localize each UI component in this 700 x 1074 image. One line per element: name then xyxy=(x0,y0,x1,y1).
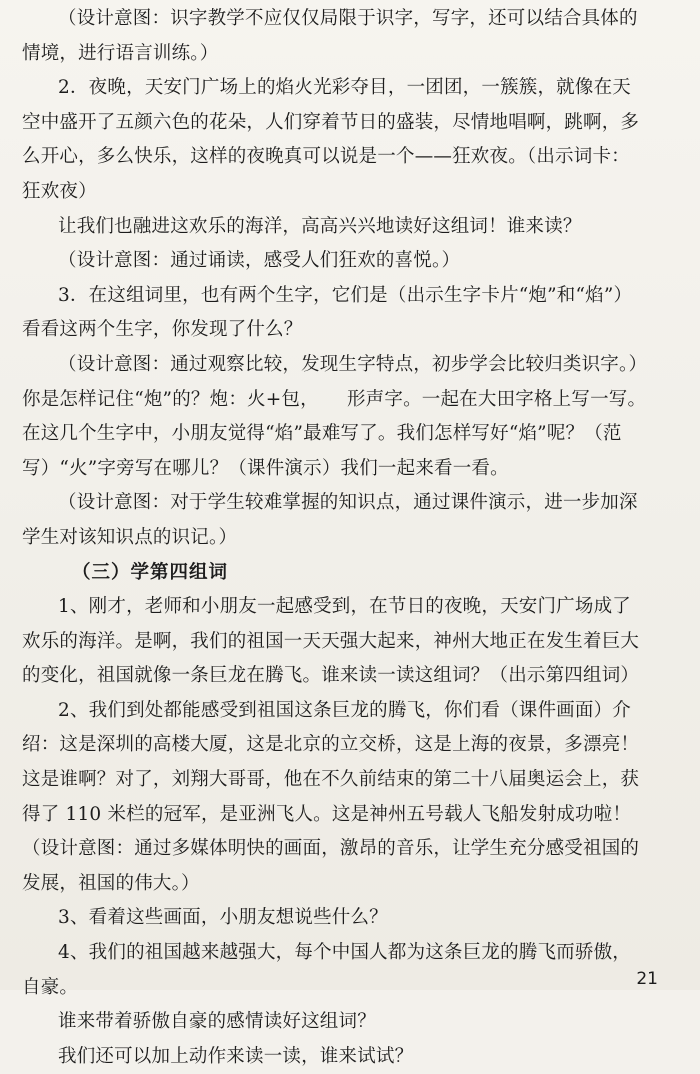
page-number: 21 xyxy=(636,969,658,989)
text-line: 4、我们的祖国越来越强大，每个中国人都为这条巨龙的腾飞而骄傲， xyxy=(58,942,631,964)
text-line: 绍：这是深圳的高楼大厦，这是北京的立交桥，这是上海的夜景，多漂亮！ xyxy=(22,734,640,756)
text-line: （设计意图：通过诵读，感受人们狂欢的喜悦。） xyxy=(58,250,461,272)
text-line: 你是怎样记住“炮”的？炮：火+包， 形声字。一起在大田字格上写一写。 xyxy=(22,388,647,410)
section-heading: （三）学第四组词 xyxy=(72,561,229,583)
text-line: 么开心，多么快乐，这样的夜晚真可以说是一个——狂欢夜。（出示词卡： xyxy=(22,146,630,168)
text-line: 3、看着这些画面，小朋友想说些什么？ xyxy=(58,907,388,929)
text-line: 在这几个生字中，小朋友觉得“焰”最难写了。我们怎样写好“焰”呢？（范 xyxy=(22,423,622,445)
text-line: （设计意图：通过观察比较，发现生字特点，初步学会比较归类识字。） xyxy=(58,353,648,375)
text-line: 欢乐的海洋。是啊，我们的祖国一天天强大起来，神州大地正在发生着巨大 xyxy=(22,630,640,652)
text-line: 谁来带着骄傲自豪的感情读好这组词？ xyxy=(58,1011,376,1033)
text-line: 这是谁啊？对了，刘翔大哥哥，他在不久前结束的第二十八届奥运会上，获 xyxy=(22,769,640,791)
text-line: 2．夜晚，天安门广场上的焰火光彩夺目，一团团，一簇簇，就像在天 xyxy=(58,77,631,99)
text-line: 让我们也融进这欢乐的海洋，高高兴兴地读好这组词！谁来读？ xyxy=(58,215,582,237)
text-line: 我们还可以加上动作来读一读，谁来试试？ xyxy=(58,1045,414,1067)
text-line: 空中盛开了五颜六色的花朵，人们穿着节日的盛装，尽情地唱啊，跳啊，多 xyxy=(22,111,640,133)
text-line: 看看这两个生字，你发现了什么？ xyxy=(22,319,303,341)
text-line: （设计意图：对于学生较难掌握的知识点，通过课件演示，进一步加深 xyxy=(58,492,638,514)
text-line: 自豪。 xyxy=(22,976,79,998)
text-line: 3．在这组词里，也有两个生字，它们是（出示生字卡片“炮”和“焰”） xyxy=(58,284,633,306)
text-line: （设计意图：识字教学不应仅仅局限于识字，写字，还可以结合具体的 xyxy=(58,8,638,29)
text-line: 1、刚才，老师和小朋友一起感受到，在节日的夜晚，天安门广场成了 xyxy=(58,596,631,618)
text-line: 学生对该知识点的识记。） xyxy=(22,526,238,548)
text-line: 发展，祖国的伟大。） xyxy=(22,872,200,894)
text-line: 狂欢夜） xyxy=(22,180,97,202)
text-line: 的变化，祖国就像一条巨龙在腾飞。谁来读一读这组词？（出示第四组词） xyxy=(22,665,640,687)
text-line: （设计意图：通过多媒体明快的画面，激昂的音乐，让学生充分感受祖国的 xyxy=(22,838,640,860)
text-line: 情境，进行语言训练。） xyxy=(22,42,219,64)
text-line: 2、我们到处都能感受到祖国这条巨龙的腾飞，你们看（课件画面）介 xyxy=(58,699,631,721)
text-line: 得了 110 米栏的冠军，是亚洲飞人。这是神州五号载人飞船发射成功啦！ xyxy=(22,803,632,825)
text-line: 写）“火”字旁写在哪儿？（课件演示）我们一起来看一看。 xyxy=(22,457,509,479)
